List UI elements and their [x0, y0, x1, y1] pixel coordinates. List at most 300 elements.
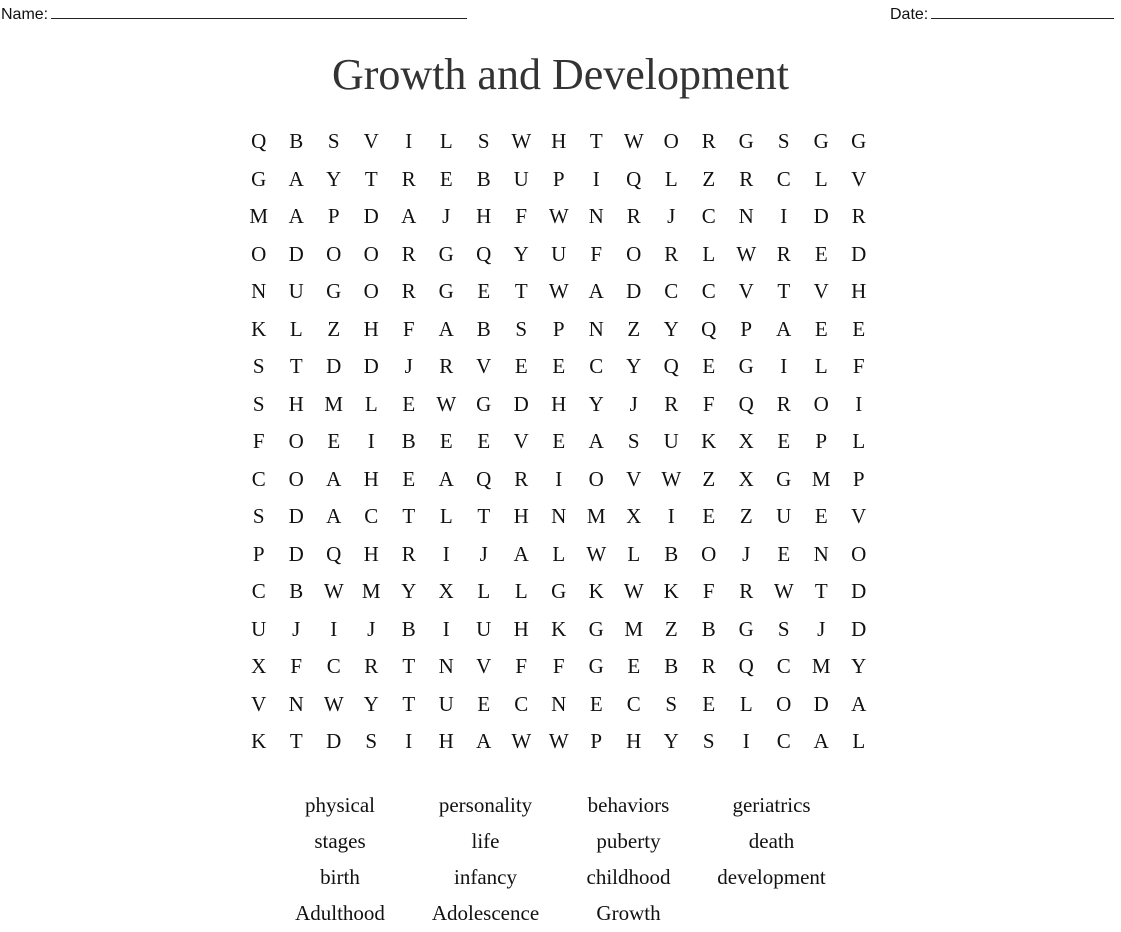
grid-letter: G [438, 241, 454, 266]
grid-letter: Y [401, 579, 417, 603]
grid-letter: F [590, 241, 603, 266]
date-field-row [890, 4, 1114, 24]
grid-letter: F [852, 354, 865, 378]
grid-letter: S [777, 616, 790, 641]
grid-letter: I [367, 429, 375, 453]
grid-letter: E [477, 691, 491, 716]
grid-letter: H [363, 316, 379, 341]
grid-letter: O [851, 541, 867, 566]
grid-letter: G [588, 616, 604, 641]
grid-letter: S [702, 729, 715, 753]
grid-letter: L [289, 316, 303, 341]
grid-letter: R [701, 129, 716, 153]
grid-letter: D [851, 616, 867, 641]
grid-letter: H [363, 466, 379, 491]
grid-letter: E [402, 391, 416, 416]
grid-letter: L [702, 241, 716, 266]
grid-letter: D [813, 204, 829, 228]
grid-letter: P [852, 466, 865, 491]
grid-letter: E [852, 316, 866, 341]
grid-letter: P [552, 166, 565, 191]
grid-letter: C [626, 691, 641, 716]
grid-letter: M [324, 391, 344, 416]
date-label: Date: [890, 6, 929, 23]
word-bank-item: Adolescence [431, 901, 540, 925]
grid-letter: Z [702, 166, 716, 191]
grid-letter: P [252, 541, 265, 566]
grid-letter: U [513, 166, 529, 191]
grid-letter: A [476, 729, 492, 753]
grid-letter: T [402, 654, 416, 678]
word-bank-item: Growth [596, 901, 661, 925]
grid-letter: E [777, 541, 791, 566]
grid-letter: E [589, 691, 603, 716]
grid-letter: B [664, 541, 679, 566]
grid-letter: D [288, 241, 304, 266]
grid-letter: F [402, 316, 415, 341]
grid-letter: K [663, 579, 679, 603]
grid-letter: U [551, 241, 567, 266]
grid-letter: A [588, 279, 604, 303]
grid-letter: L [514, 579, 528, 603]
grid-letter: G [251, 166, 267, 191]
grid-letter: V [851, 166, 867, 191]
grid-letter: R [401, 279, 416, 303]
grid-letter: W [548, 279, 569, 303]
grid-letter: J [442, 204, 451, 228]
grid-letter: C [664, 279, 679, 303]
grid-letter: J [742, 541, 751, 566]
grid-letter: M [586, 504, 606, 528]
grid-letter: M [249, 204, 269, 228]
grid-letter: S [515, 316, 528, 341]
grid-letter: H [513, 504, 529, 528]
grid-letter: I [405, 729, 413, 753]
grid-letter: R [401, 241, 416, 266]
grid-letter: L [664, 166, 678, 191]
grid-letter: D [288, 541, 304, 566]
grid-letter: X [626, 504, 642, 528]
grid-letter: H [551, 129, 567, 153]
grid-letter: N [738, 204, 754, 228]
grid-letter: C [326, 654, 341, 678]
grid-letter: O [251, 241, 267, 266]
grid-letter: I [592, 166, 600, 191]
grid-letter: P [815, 429, 828, 453]
grid-letter: J [629, 391, 638, 416]
grid-letter: W [548, 729, 569, 753]
grid-letter: A [326, 504, 342, 528]
grid-letter: O [776, 691, 792, 716]
grid-letter: C [589, 354, 604, 378]
grid-letter: Y [663, 729, 679, 753]
grid-letter: G [551, 579, 567, 603]
grid-letter: R [776, 241, 791, 266]
grid-letter: S [252, 504, 265, 528]
grid-letter: D [813, 691, 829, 716]
grid-letter: K [551, 616, 567, 641]
grid-letter: O [288, 429, 304, 453]
grid-letter: X [738, 466, 754, 491]
grid-letter: V [851, 504, 867, 528]
grid-letter: B [401, 429, 416, 453]
page-title: Growth and Development [332, 50, 789, 99]
grid-letter: G [738, 616, 754, 641]
grid-letter: R [851, 204, 866, 228]
grid-letter: E [477, 279, 491, 303]
grid-letter: P [740, 316, 753, 341]
grid-letter: W [661, 466, 682, 491]
grid-letter: I [780, 354, 788, 378]
word-bank-item: Adulthood [295, 901, 385, 925]
grid-letter: T [402, 504, 416, 528]
grid-letter: G [738, 129, 754, 153]
grid-letter: W [323, 691, 344, 716]
grid-letter: H [288, 391, 304, 416]
grid-letter: Q [251, 129, 267, 153]
grid-letter: T [364, 166, 378, 191]
grid-letter: C [251, 466, 266, 491]
grid-letter: H [476, 204, 492, 228]
grid-letter: N [551, 504, 567, 528]
word-bank-item: birth [320, 865, 360, 889]
grid-letter: C [776, 166, 791, 191]
grid-letter: S [477, 129, 490, 153]
grid-letter: E [477, 429, 491, 453]
grid-letter: M [361, 579, 381, 603]
grid-letter: F [702, 391, 715, 416]
grid-letter: E [327, 429, 341, 453]
grid-letter: F [290, 654, 303, 678]
grid-letter: Z [739, 504, 753, 528]
grid-letter: C [701, 279, 716, 303]
grid-letter: D [851, 241, 867, 266]
grid-letter: U [476, 616, 492, 641]
grid-letter: Z [627, 316, 641, 341]
grid-letter: V [738, 279, 754, 303]
grid-letter: R [401, 166, 416, 191]
grid-letter: V [813, 279, 829, 303]
grid-letter: C [776, 729, 791, 753]
grid-letter: R [514, 466, 529, 491]
grid-letter: R [364, 654, 379, 678]
grid-letter: I [442, 616, 450, 641]
word-bank-item: geriatrics [732, 793, 811, 817]
grid-letter: E [814, 504, 828, 528]
grid-letter: E [814, 316, 828, 341]
grid-letter: Y [326, 166, 342, 191]
grid-letter: R [739, 579, 754, 603]
grid-letter: L [627, 541, 641, 566]
grid-letter: R [664, 391, 679, 416]
grid-letter: I [330, 616, 338, 641]
grid-letter: C [514, 691, 529, 716]
grid-letter: L [852, 429, 866, 453]
grid-letter: C [776, 654, 791, 678]
grid-letter: G [813, 129, 829, 153]
grid-letter: E [402, 466, 416, 491]
grid-letter: N [588, 316, 604, 341]
word-bank-item: puberty [596, 829, 661, 853]
grid-letter: V [251, 691, 267, 716]
grid-letter: W [511, 729, 532, 753]
grid-letter: G [851, 129, 867, 153]
grid-letter: B [701, 616, 716, 641]
grid-letter: S [627, 429, 640, 453]
grid-letter: H [438, 729, 454, 753]
grid-letter: T [814, 579, 828, 603]
grid-letter: R [776, 391, 791, 416]
grid-letter: R [664, 241, 679, 266]
word-bank-item: physical [305, 793, 375, 817]
grid-letter: G [588, 654, 604, 678]
grid-letter: S [252, 354, 265, 378]
grid-letter: Z [702, 466, 716, 491]
name-field-row [1, 4, 467, 24]
grid-letter: V [363, 129, 379, 153]
grid-letter: E [814, 241, 828, 266]
grid-letter: J [817, 616, 826, 641]
grid-letter: Q [476, 241, 492, 266]
grid-letter: V [626, 466, 642, 491]
grid-letter: M [811, 466, 831, 491]
grid-letter: U [663, 429, 679, 453]
grid-letter: T [514, 279, 528, 303]
grid-letter: T [477, 504, 491, 528]
name-blank-line [51, 4, 467, 19]
grid-letter: H [626, 729, 642, 753]
grid-letter: W [586, 541, 607, 566]
grid-letter: C [364, 504, 379, 528]
grid-letter: I [667, 504, 675, 528]
word-bank-item: development [717, 865, 826, 889]
grid-letter: D [326, 354, 342, 378]
grid-letter: M [811, 654, 831, 678]
grid-letter: C [251, 579, 266, 603]
grid-letter: Y [513, 241, 529, 266]
grid-letter: B [289, 579, 304, 603]
grid-letter: E [439, 429, 453, 453]
grid-letter: B [476, 316, 491, 341]
grid-letter: U [776, 504, 792, 528]
grid-letter: V [476, 654, 492, 678]
grid-letter: B [401, 616, 416, 641]
grid-letter: W [736, 241, 757, 266]
grid-letter: R [439, 354, 454, 378]
grid-letter: Q [663, 354, 679, 378]
grid-letter: A [438, 316, 454, 341]
grid-letter: J [667, 204, 676, 228]
grid-letter: X [251, 654, 267, 678]
grid-letter: O [663, 129, 679, 153]
grid-letter: K [251, 729, 267, 753]
grid-letter: E [552, 429, 566, 453]
grid-letter: H [851, 279, 867, 303]
grid-letter: X [738, 429, 754, 453]
grid-letter: I [780, 204, 788, 228]
grid-letter: T [589, 129, 603, 153]
grid-letter: S [665, 691, 678, 716]
grid-letter: L [364, 391, 378, 416]
grid-letter: K [701, 429, 717, 453]
grid-letter: N [813, 541, 829, 566]
grid-letter: W [623, 129, 644, 153]
grid-letter: Z [327, 316, 341, 341]
grid-letter: L [477, 579, 491, 603]
grid-letter: Q [326, 541, 342, 566]
grid-letter: O [288, 466, 304, 491]
grid-letter: A [813, 729, 829, 753]
grid-letter: A [438, 466, 454, 491]
grid-letter: W [773, 579, 794, 603]
grid-letter: G [476, 391, 492, 416]
grid-letter: H [363, 541, 379, 566]
grid-letter: N [438, 654, 454, 678]
grid-letter: S [252, 391, 265, 416]
grid-letter: Y [588, 391, 604, 416]
grid-letter: T [402, 691, 416, 716]
grid-letter: A [401, 204, 417, 228]
grid-letter: B [289, 129, 304, 153]
grid-letter: U [438, 691, 454, 716]
grid-letter: J [367, 616, 376, 641]
word-bank-item: death [748, 829, 795, 853]
grid-letter: W [436, 391, 457, 416]
grid-letter: S [777, 129, 790, 153]
grid-letter: L [814, 166, 828, 191]
grid-letter: D [326, 729, 342, 753]
grid-letter: O [588, 466, 604, 491]
grid-letter: D [363, 354, 379, 378]
grid-letter: K [251, 316, 267, 341]
grid-letter: Y [626, 354, 642, 378]
grid-letter: W [511, 129, 532, 153]
grid-letter: Q [738, 654, 754, 678]
grid-letter: L [739, 691, 753, 716]
word-search-grid [240, 123, 878, 761]
grid-letter: F [702, 579, 715, 603]
grid-letter: F [552, 654, 565, 678]
grid-letter: A [513, 541, 529, 566]
grid-letter: W [323, 579, 344, 603]
grid-letter: S [365, 729, 378, 753]
grid-letter: E [552, 354, 566, 378]
grid-letter: Y [851, 654, 867, 678]
grid-letter: J [404, 354, 413, 378]
grid-letter: F [515, 204, 528, 228]
word-bank-item: infancy [454, 865, 517, 889]
date-blank-line [931, 4, 1114, 19]
grid-letter: V [476, 354, 492, 378]
grid-letter: E [702, 354, 716, 378]
grid-letter: Y [363, 691, 379, 716]
grid-letter: G [738, 354, 754, 378]
grid-letter: L [852, 729, 866, 753]
grid-letter: G [438, 279, 454, 303]
grid-letter: Q [626, 166, 642, 191]
grid-letter: I [855, 391, 863, 416]
grid-letter: A [588, 429, 604, 453]
grid-letter: R [739, 166, 754, 191]
grid-letter: S [327, 129, 340, 153]
grid-letter: E [777, 429, 791, 453]
grid-letter: A [851, 691, 867, 716]
grid-letter: D [363, 204, 379, 228]
grid-letter: N [251, 279, 267, 303]
grid-letter: O [326, 241, 342, 266]
grid-letter: D [851, 579, 867, 603]
grid-letter: T [289, 354, 303, 378]
grid-letter: L [439, 504, 453, 528]
grid-letter: D [288, 504, 304, 528]
grid-letter: F [515, 654, 528, 678]
grid-letter: P [590, 729, 603, 753]
grid-letter: L [439, 129, 453, 153]
grid-letter: O [626, 241, 642, 266]
grid-letter: I [442, 541, 450, 566]
grid-letter: G [326, 279, 342, 303]
grid-letter: Q [701, 316, 717, 341]
grid-letter: A [776, 316, 792, 341]
grid-letter: Z [664, 616, 678, 641]
grid-letter: P [327, 204, 340, 228]
grid-letter: O [363, 241, 379, 266]
grid-letter: W [548, 204, 569, 228]
grid-letter: A [288, 204, 304, 228]
grid-letter: C [701, 204, 716, 228]
grid-letter: J [479, 541, 488, 566]
grid-letter: I [742, 729, 750, 753]
grid-letter: B [476, 166, 491, 191]
grid-letter: I [405, 129, 413, 153]
word-bank-item: stages [314, 829, 366, 853]
grid-letter: O [813, 391, 829, 416]
grid-letter: X [438, 579, 454, 603]
grid-letter: O [363, 279, 379, 303]
grid-letter: B [664, 654, 679, 678]
grid-letter: P [552, 316, 565, 341]
word-bank-item: childhood [586, 865, 671, 889]
grid-letter: E [439, 166, 453, 191]
grid-letter: D [626, 279, 642, 303]
grid-letter: O [701, 541, 717, 566]
grid-letter: A [326, 466, 342, 491]
grid-letter: N [551, 691, 567, 716]
grid-letter: J [292, 616, 301, 641]
word-bank [266, 787, 843, 931]
grid-letter: E [702, 504, 716, 528]
grid-letter: R [401, 541, 416, 566]
grid-letter: N [588, 204, 604, 228]
grid-letter: H [513, 616, 529, 641]
grid-letter: A [288, 166, 304, 191]
grid-letter: G [776, 466, 792, 491]
grid-letter: R [626, 204, 641, 228]
grid-letter: Q [476, 466, 492, 491]
grid-letter: T [289, 729, 303, 753]
grid-letter: T [777, 279, 791, 303]
word-bank-item: life [471, 829, 500, 853]
grid-letter: H [551, 391, 567, 416]
grid-letter: E [627, 654, 641, 678]
grid-letter: V [513, 429, 529, 453]
grid-letter: K [588, 579, 604, 603]
grid-letter: F [252, 429, 265, 453]
grid-letter: Y [663, 316, 679, 341]
word-bank-item: behaviors [587, 793, 670, 817]
grid-letter: Q [738, 391, 754, 416]
grid-letter: L [814, 354, 828, 378]
